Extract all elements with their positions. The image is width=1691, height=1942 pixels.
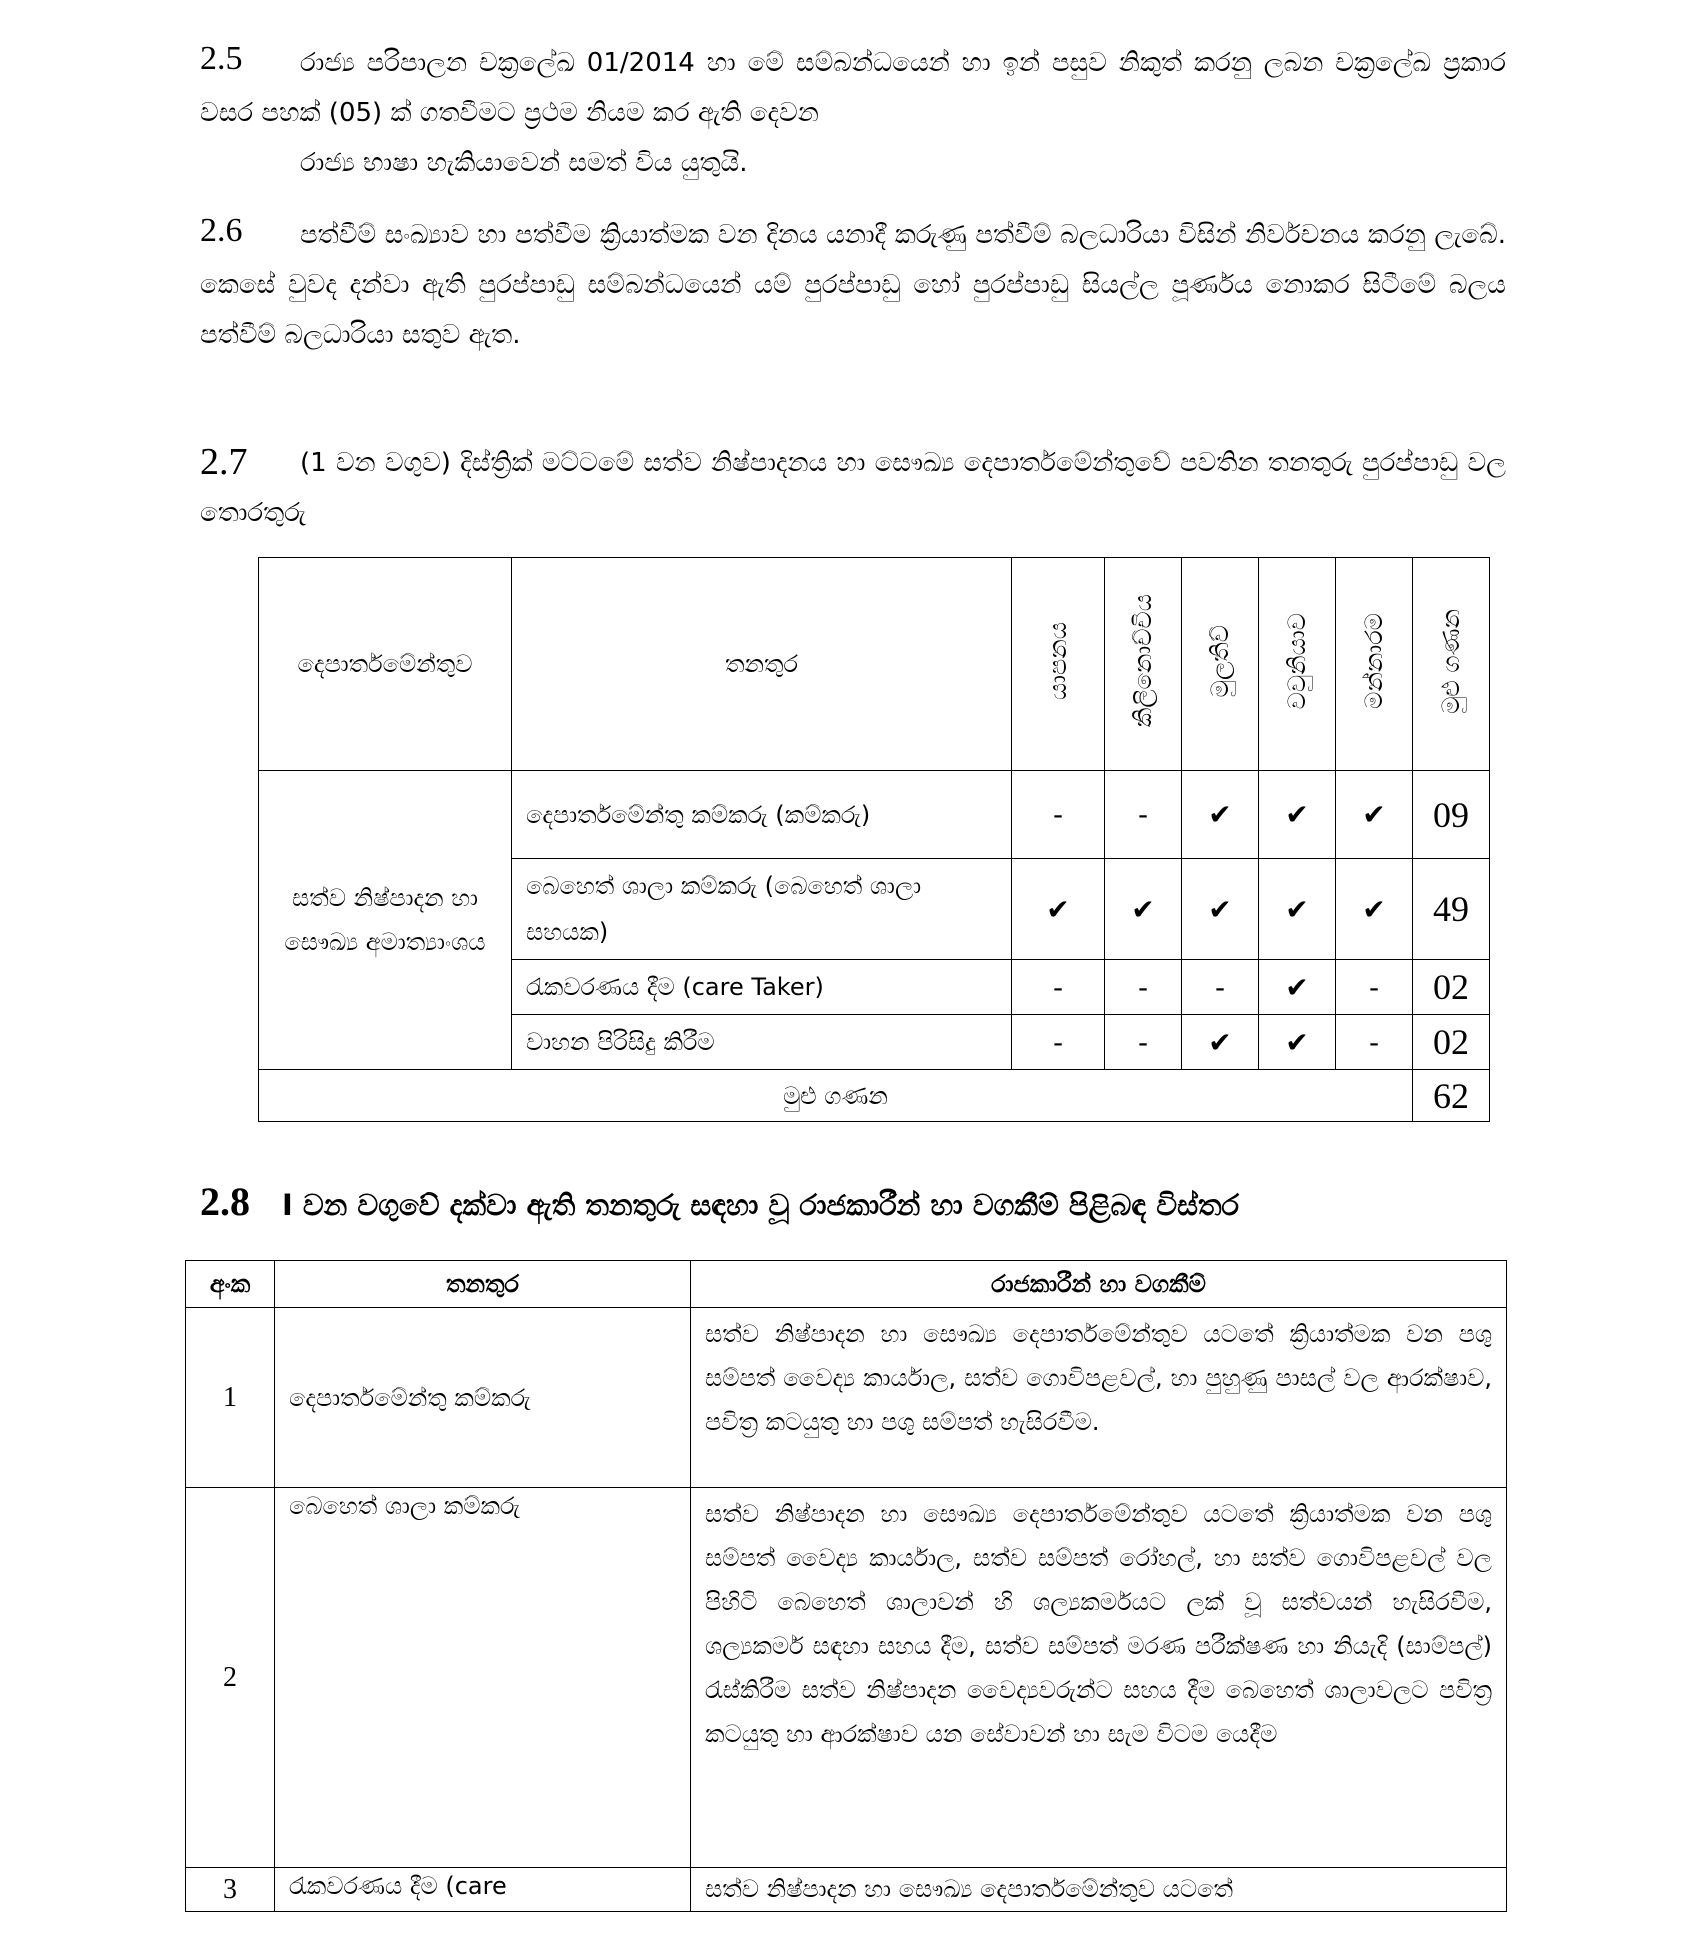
col-district-header: මන්නාරම: [1336, 558, 1413, 771]
mark-cell: -: [1336, 1015, 1413, 1070]
mark-cell: ✔: [1182, 859, 1259, 960]
post-cell: වාහන පිරිසිදු කිරීම: [512, 1015, 1012, 1070]
mark-cell: ✔: [1259, 771, 1336, 859]
mark-cell: ✔: [1336, 859, 1413, 960]
row-total-cell: 09: [1413, 771, 1490, 859]
post-cell: දෙපාර්තමේන්තු කම්කරු: [275, 1308, 691, 1488]
grand-total-value: 62: [1413, 1070, 1490, 1122]
mark-cell: ✔: [1259, 960, 1336, 1015]
post-cell: බෙහෙත් ශාලා කම්කරු: [275, 1488, 691, 1868]
mark-cell: ✔: [1336, 771, 1413, 859]
section-2-8-number: 2.8: [200, 1179, 250, 1224]
col-number-header: අංක: [186, 1261, 275, 1308]
duties-table: [185, 1260, 1507, 1912]
row-total-cell: 49: [1413, 859, 1490, 960]
duties-cell: සත්ව නිෂ්පාදන හා සෞඛ්‍ය දෙපාර්තමේන්තුව යටතේ: [691, 1868, 1507, 1912]
row-number: 3: [186, 1868, 275, 1912]
col-department-header: දෙපාර්තමේන්තුව: [259, 558, 512, 771]
col-post-header: තනතුර: [512, 558, 1012, 771]
section-2-8-title: I වන වගුවේ දක්වා ඇති තනතුරු සඳහා වූ රාජකාරීන් හා වගකීම් පිළිබඳ විස්තර: [282, 1188, 1240, 1222]
mark-cell: -: [1012, 1015, 1105, 1070]
duties-cell: සත්ව නිෂ්පාදන හා සෞඛ්‍ය දෙපාර්තමේන්තුව යටතේ ක්‍රියාත්මක වන පශු සම්පත් වෛද්‍ය කාර්යාල, සත්ව ගොවිපළවල්, හා පුහුණු පාසල් වල ආරක්ෂාව, පවිත්‍ර කටයුතු හා පශු සම්පත් හැසිරවීම.: [691, 1308, 1507, 1488]
vacancy-table: [258, 557, 1490, 1122]
mark-cell: ✔: [1012, 859, 1105, 960]
section-2-7-text: (1 වන වගුව) දිස්ත්‍රික් මට්ටමේ සත්ව නිෂ්පාදනය හා සෞඛ්‍ය දෙපාර්තමේන්තුවේ පවතින තනතුරු පුරප්පාඩු වල තොරතුරු: [200, 448, 1506, 528]
row-total-cell: 02: [1413, 960, 1490, 1015]
post-cell: බෙහෙත් ශාලා කම්කරු (බෙහෙත් ශාලා සහයක): [512, 859, 1012, 960]
post-cell: රැකවරණය දීම (care Taker): [512, 960, 1012, 1015]
duties-cell: සත්ව නිෂ්පාදන හා සෞඛ්‍ය දෙපාර්තමේන්තුව යටතේ ක්‍රියාත්මක වන පශු සම්පත් වෛද්‍ය කාර්යාල, සත්ව සම්පත් රෝහල්, හා සත්ව ගොවිපළවල් වල පිහිටි බෙහෙත් ශාලාවන් හි ශල්‍යකර්මයට ලක් වූ සත්වයන් හැසිරවීම, ශල්‍යකර්ම සඳහා සහය දීම, සත්ව සම්පත් මරණ පරීක්ෂණ හා නියැදි (සාම්පල්) රැස්කිරීම සත්ව නිෂ්පාදන වෛද්‍යවරුන්ට සහය දීම බෙහෙත් ශාලාවලට පවිත්‍ර කටයුතු හා ආරක්ෂාව යන සේවාවන් හා සැම විටම යෙදීම: [691, 1488, 1507, 1868]
table-row: [186, 1308, 1507, 1488]
mark-cell: ✔: [1182, 771, 1259, 859]
mark-cell: -: [1012, 960, 1105, 1015]
department-cell: සත්ව නිෂ්පාදන හා සෞඛ්‍ය අමාත්‍යාංශය: [259, 771, 512, 1070]
col-district-header: වවුනියාව: [1259, 558, 1336, 771]
col-district-header: මුලතිව්: [1182, 558, 1259, 771]
table-row: [186, 1868, 1507, 1912]
section-2-6-number: 2.6: [200, 212, 243, 249]
mark-cell: -: [1336, 960, 1413, 1015]
section-2-5-number: 2.5: [200, 40, 243, 77]
mark-cell: ✔: [1259, 1015, 1336, 1070]
mark-cell: ✔: [1105, 859, 1182, 960]
col-district-header: කිලිනොච්චිය: [1105, 558, 1182, 771]
mark-cell: -: [1105, 1015, 1182, 1070]
mark-cell: -: [1105, 771, 1182, 859]
section-2-6-text: පත්වීම් සංඛ්‍යාව හා පත්වීම ක්‍රියාත්මක වන දිනය යනාදී කරුණු පත්වීම් බලධාරියා විසින් නිර්වචනය කරනු ලැබේ. කෙසේ වුවද දන්වා ඇති පුරප්පාඩු සම්බන්ධයෙන් යම් පුරප්පාඩු හෝ පුරප්පාඩු සියල්ල පූර්ණය නොකර සිටීමේ බලය පත්වීම් බලධාරියා සතුව ඇත.: [200, 220, 1506, 350]
section-2-7-number: 2.7: [200, 441, 248, 483]
section-2-8-heading: [200, 1178, 1500, 1225]
duties-table-header: [186, 1261, 1507, 1308]
row-total-cell: 02: [1413, 1015, 1490, 1070]
section-2-5-text: රාජ්‍ය පරිපාලන චක්‍රලේඛ 01/2014 හා මේ සම්බන්ධයෙන් හා ඉන් පසුව නිකුත් කරනු ලබන චක්‍රලේඛ ප්‍රකාර වසර පහක් (05) ක් ගතවීමට ප්‍රථම නියම කර ඇති දෙවන: [200, 48, 1506, 128]
col-duties-header: රාජකාරීන් හා වගකීම්: [691, 1261, 1507, 1308]
post-cell: දෙපාර්තමේන්තු කම්කරු (කම්කරු): [512, 771, 1012, 859]
table-row: [186, 1488, 1507, 1868]
row-number: 2: [186, 1488, 275, 1868]
grand-total-label: මුළු ගණන: [259, 1070, 1413, 1122]
mark-cell: -: [1012, 771, 1105, 859]
row-number: 1: [186, 1308, 275, 1488]
table-row: [259, 771, 1490, 859]
mark-cell: ✔: [1259, 859, 1336, 960]
mark-cell: -: [1105, 960, 1182, 1015]
mark-cell: ✔: [1182, 1015, 1259, 1070]
post-cell: රැකවරණය දීම (care: [275, 1868, 691, 1912]
mark-cell: -: [1182, 960, 1259, 1015]
grand-total-row: [259, 1070, 1490, 1122]
vacancy-table-header: [259, 558, 1490, 771]
col-district-header: යාපනය: [1012, 558, 1105, 771]
section-2-5-text-cont: රාජ්‍ය භාෂා හැකියාවෙන් සමත් විය යුතුයි.: [300, 148, 748, 178]
col-total-header: මුළු ගණන: [1413, 558, 1490, 771]
col-post-header: තනතුර: [275, 1261, 691, 1308]
